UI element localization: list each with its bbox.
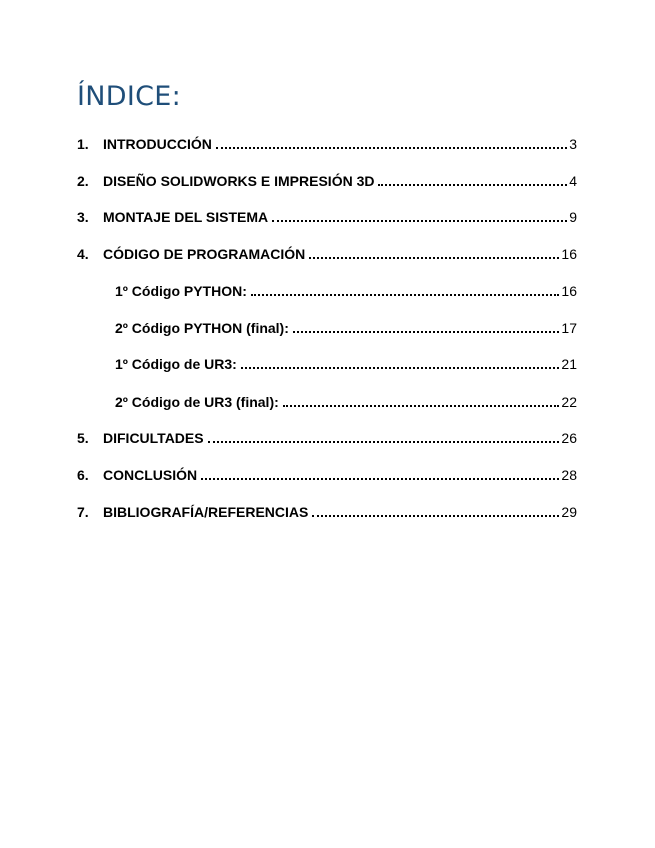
toc-subentry-ur3-1[interactable] (115, 353, 577, 373)
toc-entry-label: CONCLUSIÓN (103, 467, 198, 483)
toc-entry-introduccion[interactable] (77, 133, 577, 153)
toc-entry-page: 17 (561, 320, 577, 336)
toc-entry-page: 22 (561, 394, 577, 410)
toc-subentry-ur3-final[interactable] (115, 391, 577, 411)
toc-entry-page: 3 (569, 136, 577, 152)
dot-leader (208, 439, 560, 443)
toc-entry-diseno[interactable] (77, 170, 577, 190)
toc-entry-number: 7. (77, 504, 89, 520)
toc-entry-label: INTRODUCCIÓN (103, 136, 212, 152)
toc-entry-page: 21 (561, 356, 577, 372)
toc-entry-label: 1º Código PYTHON: (115, 283, 247, 299)
toc-entry-number: 5. (77, 430, 89, 446)
toc-entry-label: CÓDIGO DE PROGRAMACIÓN (103, 246, 306, 262)
toc-entry-page: 28 (561, 467, 577, 483)
toc-entry-page: 4 (569, 173, 577, 189)
toc-entry-page: 9 (569, 209, 577, 225)
toc-entry-page: 29 (561, 504, 577, 520)
dot-leader (283, 403, 560, 407)
toc-entry-page: 26 (561, 430, 577, 446)
toc-entry-number: 3. (77, 209, 89, 225)
toc-entry-conclusion[interactable] (77, 464, 577, 484)
dot-leader (251, 292, 560, 296)
toc-entry-label: BIBLIOGRAFÍA/REFERENCIAS (103, 504, 309, 520)
toc-entry-number: 4. (77, 246, 89, 262)
toc-entry-codigo[interactable] (77, 243, 577, 263)
toc-entry-bibliografia[interactable] (77, 501, 577, 521)
dot-leader (293, 329, 560, 333)
toc-entry-label: DISEÑO SOLIDWORKS E IMPRESIÓN 3D (103, 173, 375, 189)
toc-entry-page: 16 (561, 283, 577, 299)
toc-entry-number: 2. (77, 173, 89, 189)
dot-leader (241, 365, 560, 369)
toc-entry-label: 2º Código PYTHON (final): (115, 320, 289, 336)
dot-leader (201, 476, 559, 480)
toc-entry-montaje[interactable] (77, 206, 577, 226)
toc-entry-number: 6. (77, 467, 89, 483)
toc-entry-number: 1. (77, 136, 89, 152)
page-title: ÍNDICE: (77, 81, 182, 112)
toc-entry-dificultades[interactable] (77, 427, 577, 447)
toc-subentry-python-final[interactable] (115, 317, 577, 337)
toc-entry-page: 16 (561, 246, 577, 262)
toc-entry-label: DIFICULTADES (103, 430, 204, 446)
dot-leader (378, 182, 567, 186)
dot-leader (272, 218, 567, 222)
toc-entry-label: MONTAJE DEL SISTEMA (103, 209, 269, 225)
toc-entry-label: 1º Código de UR3: (115, 356, 237, 372)
dot-leader (216, 145, 567, 149)
dot-leader (312, 513, 559, 517)
dot-leader (309, 255, 559, 259)
toc-subentry-python-1[interactable] (115, 280, 577, 300)
toc-entry-label: 2º Código de UR3 (final): (115, 394, 279, 410)
